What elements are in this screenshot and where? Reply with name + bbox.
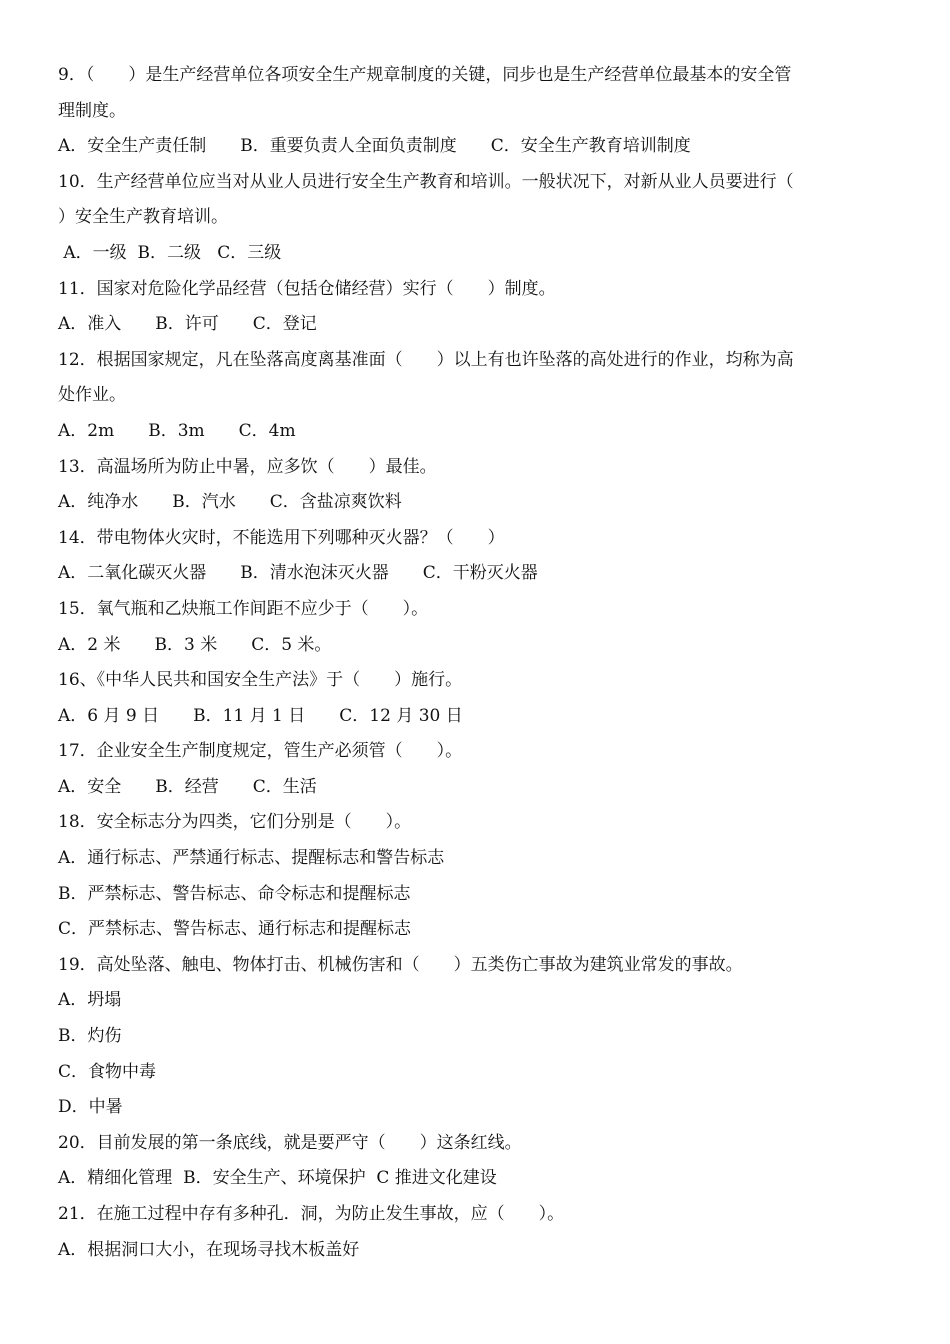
question-16-options: A．6 月 9 日 B．11 月 1 日 C．12 月 30 日 [58,705,463,726]
question-20-options: A．精细化管理 B．安全生产、环境保护 C 推进文化建设 [58,1168,497,1189]
question-12-text: 12．根据国家规定，凡在坠落高度离基准面（ ）以上有也许坠落的高处进行的作业，均称为高 [58,349,794,370]
question-15-options: A．2 米 B．3 米 C．5 米。 [58,634,332,655]
document-page [58,58,898,1268]
question-13-options: A．纯净水 B．汽水 C．含盐凉爽饮料 [58,492,402,513]
question-21-text: 21．在施工过程中存有多种孔．洞，为防止发生事故，应（ ）。 [58,1204,565,1224]
question-9-text-cont: 理制度。 [58,100,126,121]
question-17-options: A．安全 B．经营 C．生活 [58,776,317,797]
question-19-option-a: A．坍塌 [58,990,122,1011]
question-12-text-cont: 处作业。 [58,385,126,406]
question-9-options: A．安全生产责任制 B．重要负责人全面负责制度 C．安全生产教育培训制度 [58,136,691,157]
question-19-option-b: B．灼伤 [58,1026,122,1047]
question-18-option-c: C．严禁标志、警告标志、通行标志和提醒标志 [58,919,412,940]
question-13-text: 13．高温场所为防止中暑，应多饮（ ）最佳。 [58,456,437,477]
question-16-text: 16、《中华人民共和国安全生产法》于（ ）施行。 [58,670,463,691]
question-10-options: A．一级 B．二级 C．三级 [58,242,282,263]
question-18-option-b: B．严禁标志、警告标志、命令标志和提醒标志 [58,883,411,904]
question-11-options: A．准入 B．许可 C．登记 [58,314,317,335]
question-12-options: A．2m B．3m C．4m [58,420,296,441]
question-17-text: 17．企业安全生产制度规定，管生产必须管（ ）。 [58,741,463,762]
question-11-text: 11．国家对危险化学品经营（包括仓储经营）实行（ ）制度。 [58,278,556,299]
question-15-text: 15．氧气瓶和乙炔瓶工作间距不应少于（ ）。 [58,598,429,619]
question-14-text: 14．带电物体火灾时，不能选用下列哪种灭火器？（ ） [58,527,505,548]
question-18-option-a: A．通行标志、严禁通行标志、提醒标志和警告标志 [58,848,445,869]
question-21-option-a: A．根据洞口大小，在现场寻找木板盖好 [58,1239,360,1260]
question-19-option-c: C．食物中毒 [58,1061,157,1082]
question-14-options: A．二氧化碳灭火器 B．清水泡沫灭火器 C．干粉灭火器 [58,563,538,584]
question-19-option-d: D．中暑 [58,1097,123,1118]
question-20-text: 20．目前发展的第一条底线，就是要严守（ ）这条红线。 [58,1132,522,1153]
question-10-text: 10．生产经营单位应当对从业人员进行安全生产教育和培训。一般状况下，对新从业人员要进行（ [58,171,794,192]
question-10-text-cont: ）安全生产教育培训。 [58,207,228,228]
question-19-text: 19．高处坠落、触电、物体打击、机械伤害和（ ）五类伤亡事故为建筑业常发的事故。 [58,954,743,975]
question-9-text: 9．（ ）是生产经营单位各项安全生产规章制度的关键，同步也是生产经营单位最基本的安全管 [58,65,792,85]
question-18-text: 18．安全标志分为四类，它们分别是（ ）。 [58,812,412,833]
